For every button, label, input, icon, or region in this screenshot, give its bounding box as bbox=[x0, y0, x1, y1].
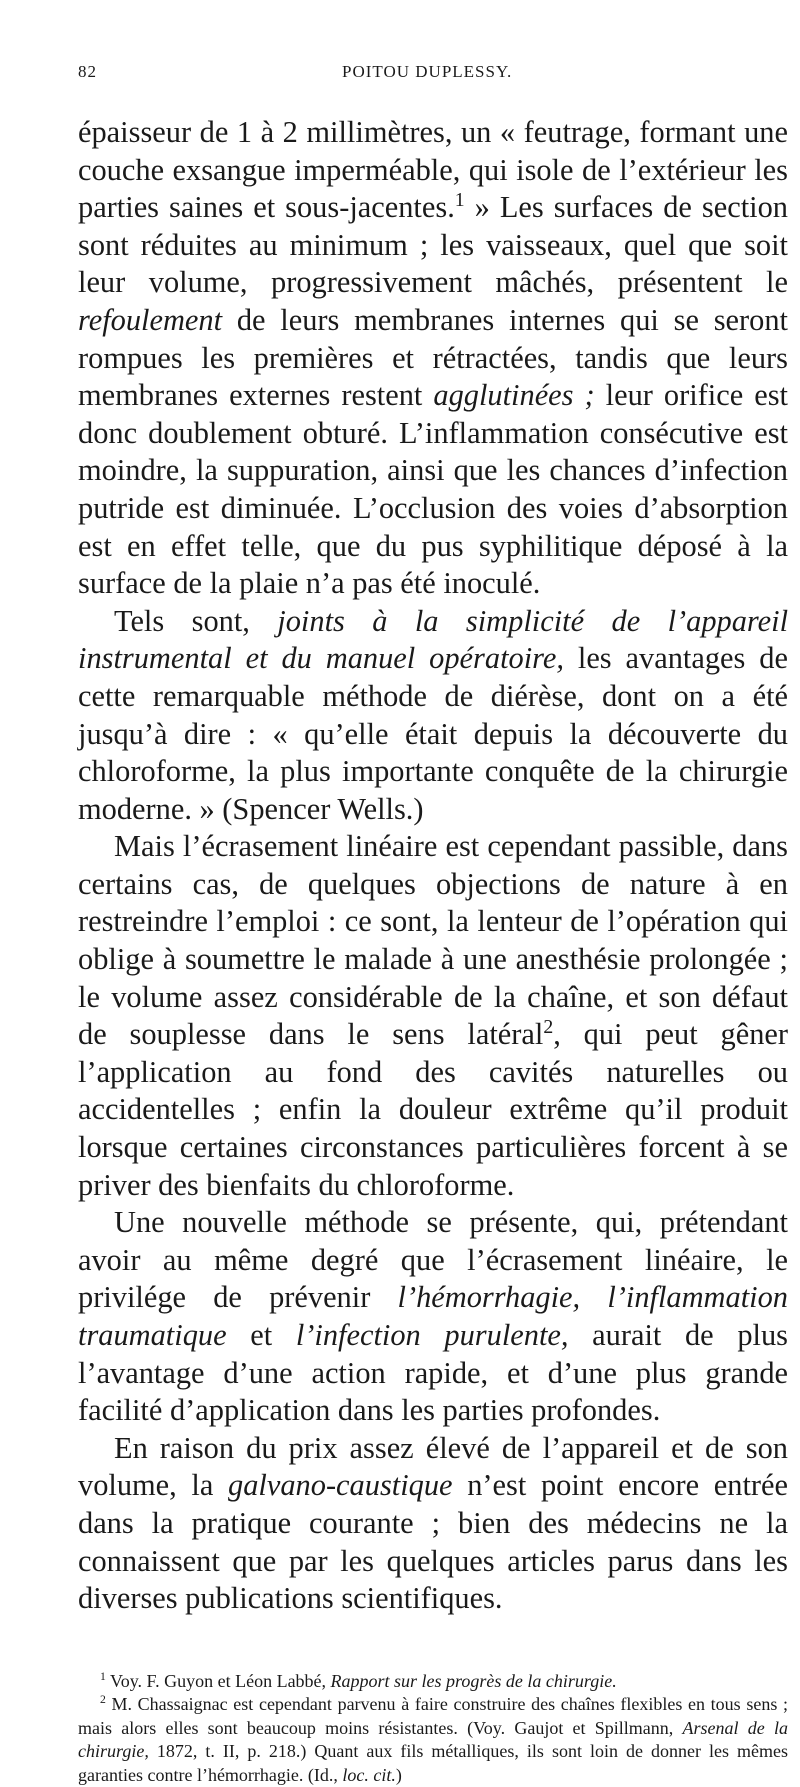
text-span bbox=[580, 1280, 607, 1314]
body-text bbox=[78, 114, 788, 1618]
text-span: 1872, t. II, p. 218.) Quant aux fils métalliques, ils sont loin de donner les mêmes garanties contre l’hémorrhagie. (Id., bbox=[78, 1741, 788, 1785]
italic-text: Arsenal de la chirurgie, bbox=[78, 1717, 788, 1762]
text-span: Voy. F. Guyon et Léon Labbé, bbox=[105, 1670, 331, 1691]
text-span: Mais l’écrasement linéaire est cependant passible, dans certains cas, de quelques objections de nature à en restreindre l’emploi : ce sont, la lenteur de l’opération qui oblige à soumettre le malade à une anesthésie prolongée ; le volume assez considérable de la chaîne, et son défaut de souplesse dans le sens latéral bbox=[78, 829, 788, 1052]
text-span: de leurs membranes internes qui se seront rompues les premières et rétractées, tandis que leurs membranes externes restent bbox=[78, 302, 788, 413]
text-span: » Les surfaces de section sont réduites au minimum ; les vaisseaux, quel que soit leur volume, progressivement mâchés, présentent le bbox=[78, 190, 788, 300]
paragraph bbox=[78, 828, 788, 1204]
text-span: M. Chassaignac est cependant parvenu à faire construire des chaînes flexibles en tous sens ; mais alors elles sont beaucoup moins résistantes. (Voy. Gaujot et Spillmann, bbox=[78, 1694, 788, 1738]
footnote bbox=[78, 1670, 788, 1694]
page-header bbox=[78, 62, 788, 96]
text-span: épaisseur de 1 à 2 millimètres, un « feutrage, formant une couche exsangue imperméable, qui isole de l’extérieur les parties saines et sous-jacentes. bbox=[78, 115, 788, 225]
footnotes bbox=[78, 1670, 788, 1787]
paragraph bbox=[78, 1204, 788, 1430]
text-span: et bbox=[226, 1318, 296, 1352]
footnote bbox=[78, 1693, 788, 1787]
text-span: ) bbox=[395, 1764, 402, 1785]
page-number: 82 bbox=[78, 62, 97, 81]
paragraph bbox=[78, 114, 788, 603]
text-span: Une nouvelle méthode se présente, qui, prétendant avoir au même degré que l’écrasement linéaire, le privilége de prévenir bbox=[78, 1205, 788, 1315]
text-span: n’est point encore entrée dans la pratique courante ; bien des médecins ne la connaissent que par les quelques articles parus dans les diverses publications scientifiques. bbox=[78, 1468, 788, 1616]
italic-text: joints à la simplicité de l’appareil instrumental et du manuel opératoire, bbox=[78, 603, 789, 676]
text-span: aurait de plus l’avantage d’une action rapide, et d’une plus grande facilité d’application dans les parties profondes. bbox=[78, 1318, 788, 1428]
paragraph bbox=[78, 1430, 788, 1618]
italic-text: refoulement bbox=[78, 302, 223, 337]
italic-text: agglutinées ; bbox=[433, 378, 595, 413]
paragraph bbox=[78, 603, 788, 829]
text-span: Tels sont, bbox=[114, 603, 278, 638]
italic-text: Rapport sur les progrès de la chirurgie. bbox=[330, 1670, 617, 1691]
italic-text: l’infection purulente, bbox=[295, 1318, 569, 1352]
text-span: leur orifice est donc doublement obturé. L’inflammation consécutive est moindre, la suppuration, ainsi que les chances d’infection putride est diminuée. L’occlusion des voies d’absorption est en effet telle, que du pus syphilitique déposé à la surface de la plaie n’a pas été inoculé. bbox=[78, 378, 788, 601]
footnote-number: 1 bbox=[100, 1669, 106, 1683]
italic-text: loc. cit. bbox=[342, 1764, 396, 1785]
text-span: En raison du prix assez élevé de l’appareil et de son volume, la bbox=[78, 1430, 788, 1503]
running-title: POITOU DUPLESSY. bbox=[342, 62, 513, 81]
footnote-marker: 2 bbox=[543, 1016, 554, 1039]
text-span: les avantages de cette remarquable méthode de diérèse, dont on a été jusqu’à dire : « qu’elle était depuis la découverte du chloroforme, la plus importante conquête de la chirurgie moderne. » (Spencer Wells.) bbox=[78, 641, 788, 826]
italic-text: l’hémorrhagie, bbox=[397, 1280, 581, 1315]
footnote-marker: 1 bbox=[454, 189, 465, 212]
italic-text: galvano-caustique bbox=[228, 1468, 453, 1503]
text-span: , qui peut gêner l’application au fond des cavités naturelles ou accidentelles ; enfin la douleur extrême qu’il produit lorsque certaines circonstances particulières forcent à se priver des bienfaits du chloroforme. bbox=[78, 1017, 788, 1202]
footnote-number: 2 bbox=[100, 1693, 106, 1707]
italic-text: l’inflammation traumatique bbox=[78, 1280, 788, 1352]
